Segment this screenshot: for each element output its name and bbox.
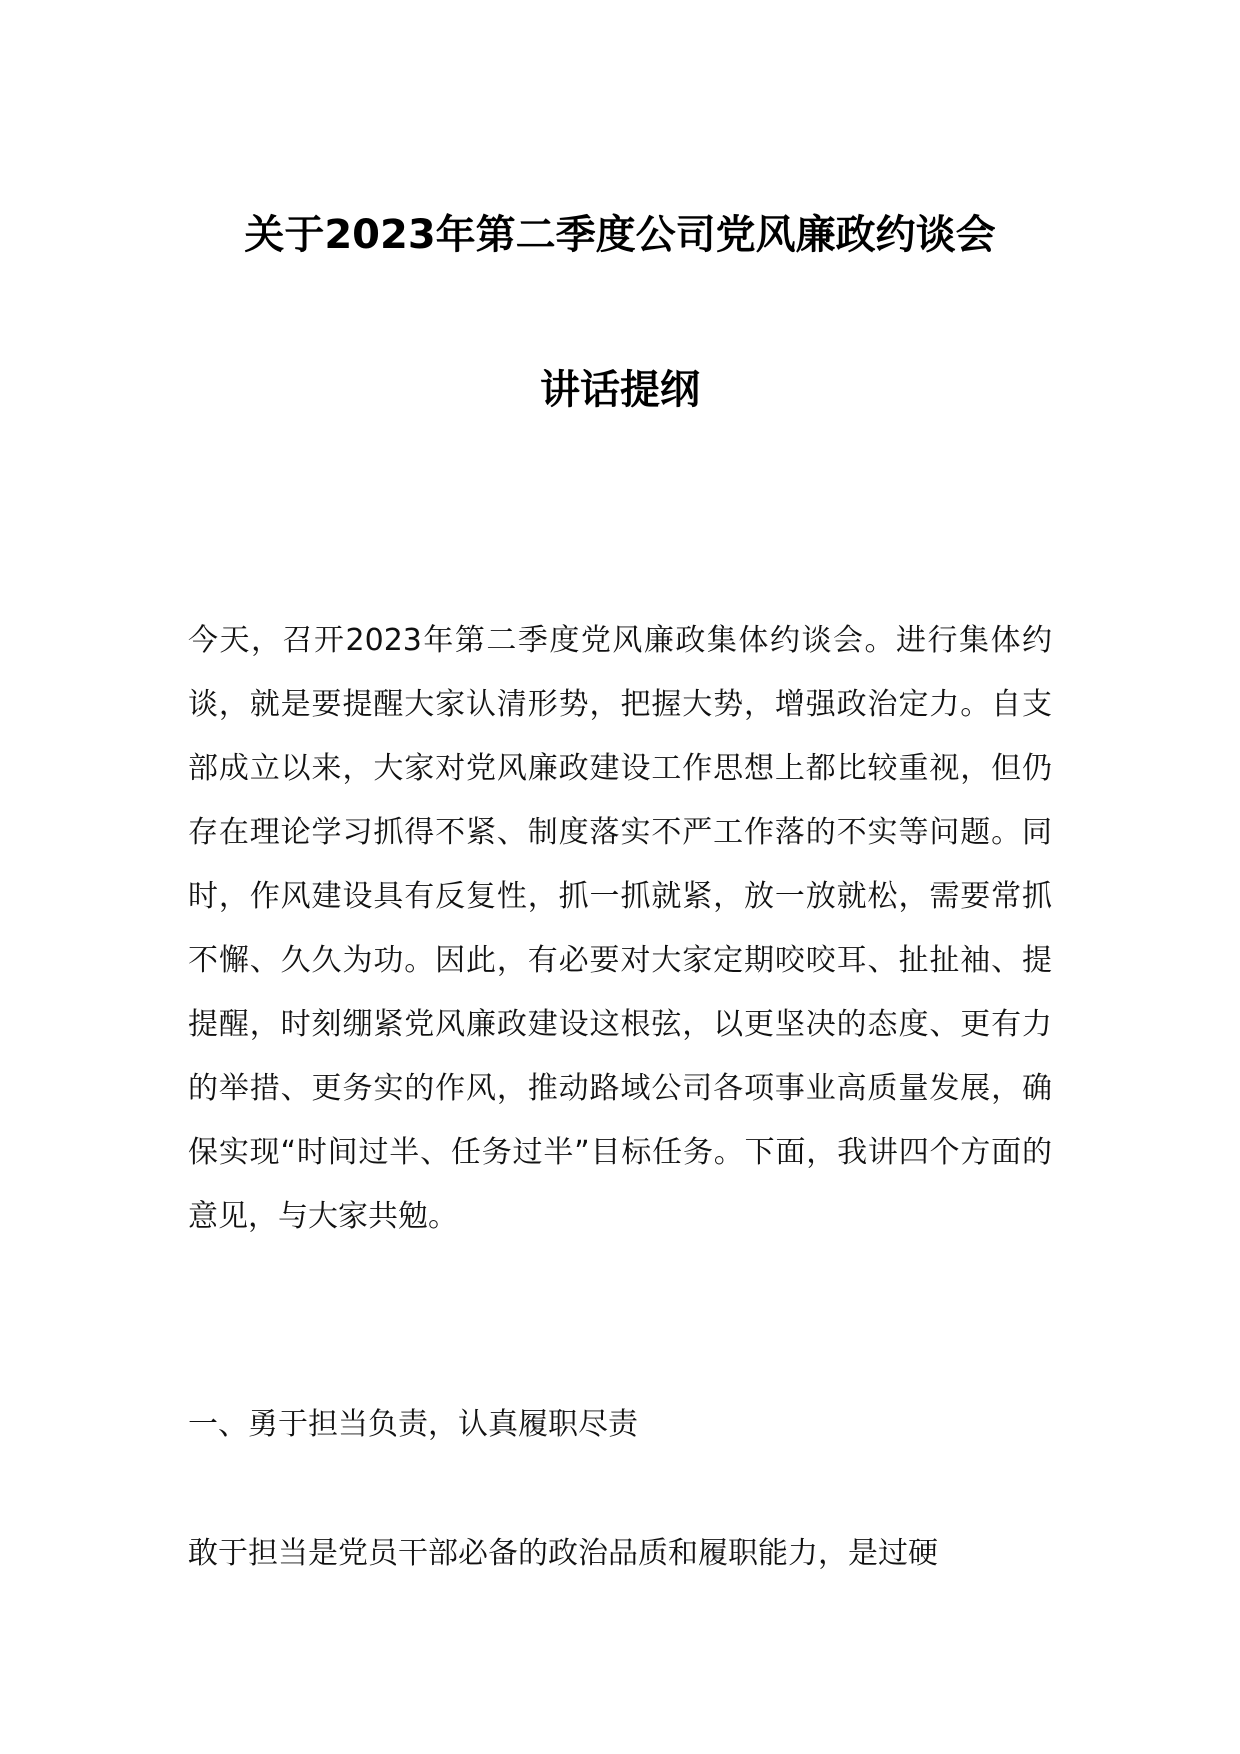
document-title-line-2: 讲话提纲 — [540, 367, 700, 413]
section-1-paragraph: 敢于担当是党员干部必备的政治品质和履职能力，是过硬 — [188, 1536, 938, 1571]
document-title-line-1: 关于2023年第二季度公司党风廉政约谈会 — [244, 212, 996, 258]
intro-paragraph: 今天，召开2023年第二季度党风廉政集体约谈会。进行集体约谈，就是要提醒大家认清形势，把握大势，增强政治定力。自支部成立以来，大家对党风廉政建设工作思想上都比较重视，但仍存在理论学习抓得不紧、制度落实不严工作落的不实等问题。同时，作风建设具有反复性，抓一抓就紧，放一放就松，需要常抓不懈、久久为功。因此，有必要对大家定期咬咬耳、扯扯袖、提提醒，时刻绷紧党风廉政建设这根弦，以更坚决的态度、更有力的举措、更务实的作风，推动路域公司各项事业高质量发展，确保实现“时间过半、任务过半”目标任务。下面，我讲四个方面的意见，与大家共勉。 — [188, 623, 1052, 1234]
section-heading-1: 一、勇于担当负责，认真履职尽责 — [188, 1407, 638, 1442]
